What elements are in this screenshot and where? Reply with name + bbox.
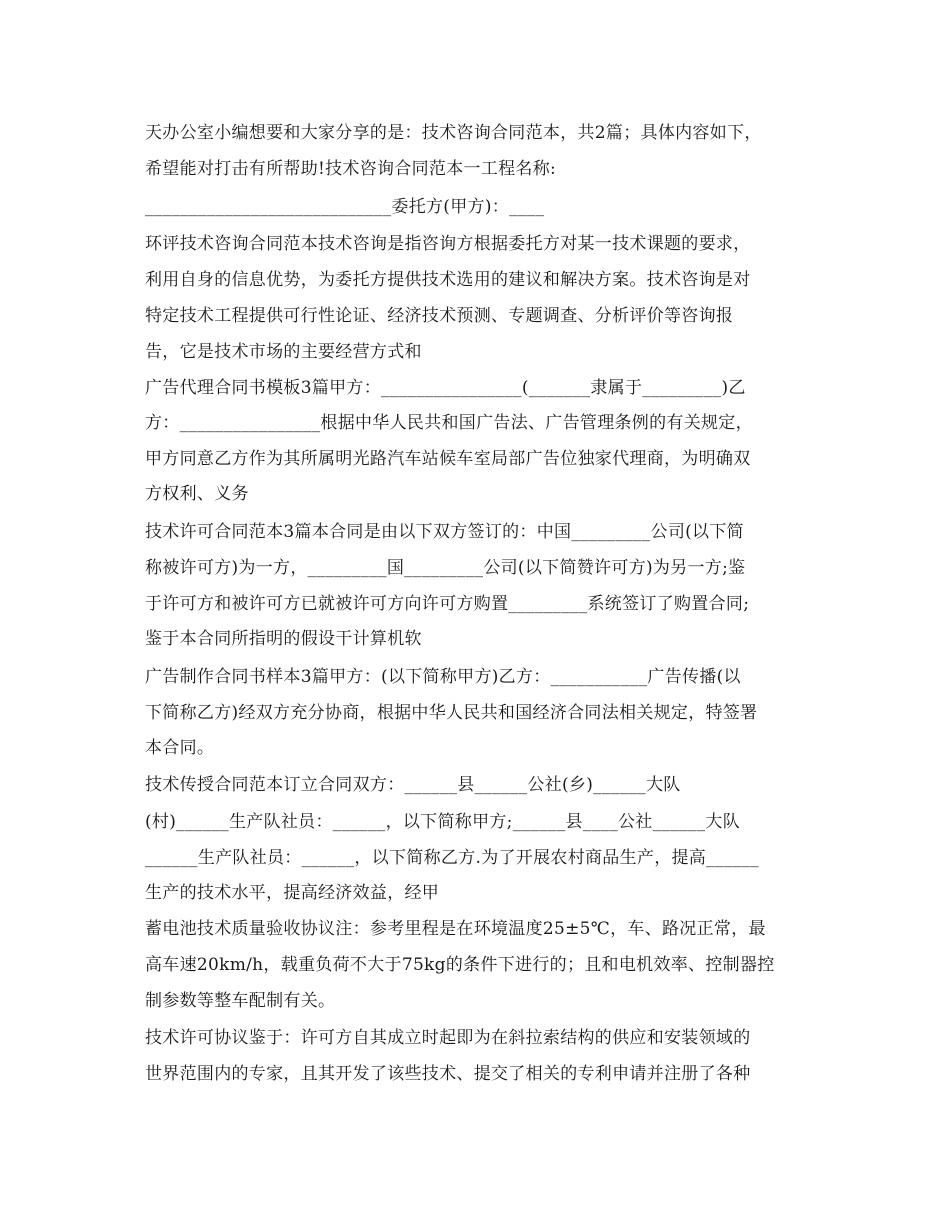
text-line: ______生产队社员：______，以下简称乙方.为了开展农村商品生产，提高______ <box>145 848 759 868</box>
text-line: 告，它是技术市场的主要经营方式和 <box>145 342 422 362</box>
text-line: 高车速20km/h，载重负荷不大于75kg的条件下进行的；且和电机效率、控制器控 <box>145 955 775 975</box>
text-line: 世界范围内的专家，且其开发了该些技术、提交了相关的专利申请并注册了各种 <box>145 1064 751 1084</box>
text-line: 蓄电池技术质量验收协议注：参考里程是在环境温度25±5℃，车、路况正常，最 <box>145 919 766 939</box>
text-line: 特定技术工程提供可行性论证、经济技术预测、专题调查、分析评价等咨询报 <box>145 306 734 326</box>
text-line: 广告制作合同书样本3篇甲方：(以下简称甲方)乙方：___________广告传播(以 <box>145 667 741 687</box>
text-line: 天办公室小编想要和大家分享的是：技术咨询合同范本，共2篇；具体内容如下， <box>145 123 762 143</box>
text-line: 称被许可方)为一方，_________国_________公司(以下简赞许可方)为另一方;鉴 <box>145 558 746 578</box>
text-line: 广告代理合同书模板3篇甲方：________________(_______隶属于_________)乙 <box>145 378 746 398</box>
text-line: 环评技术咨询合同范本技术咨询是指咨询方根据委托方对某一技术课题的要求， <box>145 234 751 254</box>
text-line: 技术许可协议鉴于：许可方自其成立时起即为在斜拉索结构的供应和安装领域的 <box>145 1028 751 1048</box>
text-line: 制参数等整车配制有关。 <box>145 991 336 1011</box>
text-line: 希望能对打击有所帮助!技术咨询合同范本一工程名称: <box>145 159 557 179</box>
text-line: 方权利、义务 <box>145 484 249 504</box>
text-line: 技术许可合同范本3篇本合同是由以下双方签订的：中国_________公司(以下简 <box>145 522 744 542</box>
text-line: 鉴于本合同所指明的假设干计算机软 <box>145 629 422 649</box>
text-line: ____________________________委托方(甲方)：____ <box>145 197 545 217</box>
text-line: 甲方同意乙方作为其所属明光路汽车站候车室局部广告位独家代理商，为明确双 <box>145 449 751 469</box>
text-line: 下简称乙方)经双方充分协商，根据中华人民共和国经济合同法相关规定，特签署 <box>145 703 758 723</box>
text-line: 于许可方和被许可方已就被许可方向许可方购置_________系统签订了购置合同; <box>145 594 750 614</box>
text-line: 生产的技术水平，提高经济效益，经甲 <box>145 883 440 903</box>
text-line: 技术传授合同范本订立合同双方：______县______公社(乡)______大队 <box>145 775 681 795</box>
text-line: 利用自身的信息优势，为委托方提供技术选用的建议和解决方案。技术咨询是对 <box>145 270 751 290</box>
text-line: 方：________________根据中华人民共和国广告法、广告管理条例的有关规定， <box>145 413 753 433</box>
text-line: 本合同。 <box>145 738 215 758</box>
text-line: (村)______生产队社员：______，以下简称甲方;______县____公社______大队 <box>145 812 740 832</box>
